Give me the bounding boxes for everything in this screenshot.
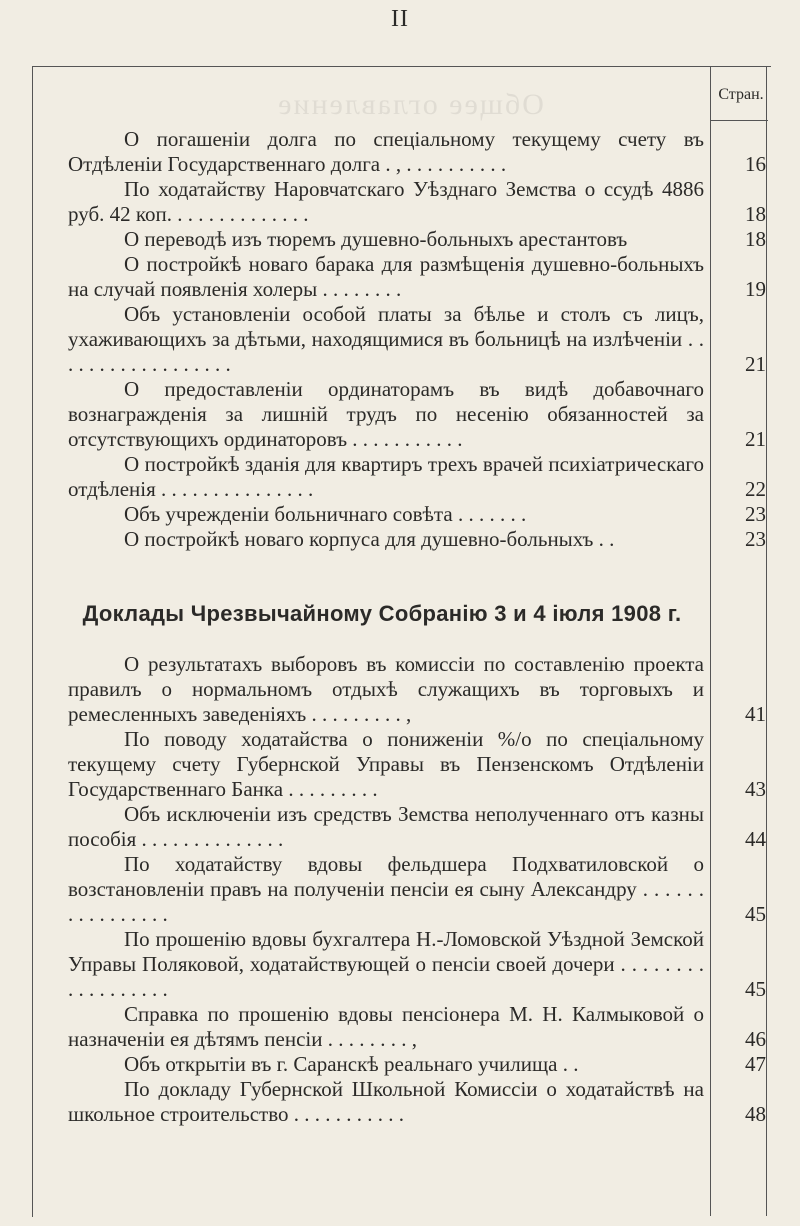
toc-entry-text: Справка по прошенію вдовы пенсіонера М. Н. Калмыковой о назначеніи ея дѣтямъ пенсіи . . . . . . . . , [68,1002,704,1051]
page-column-divider [710,66,711,1216]
toc-entry-text: По поводу ходатайства о пониженіи %/о по спеціальному текущему счету Губернской Управы въ Пензенскомъ Отдѣленіи Государственнаго Банка . . . . . . . . . [68,727,704,801]
page-column-header: Стран. [718,86,764,103]
page-column-right-edge [766,66,767,1216]
toc-entry-text: О предоставленіи ординаторамъ въ видѣ добавочнаго вознагражденія за лишній трудъ по несенію обязанностей за отсутствующихъ ординаторовъ . . . . . . . . . . . [68,377,704,451]
toc-entry-text: Объ учрежденіи больничнаго совѣта . . . . . . . [124,502,527,526]
toc-entry-page: 48 [745,1102,766,1126]
toc-entry-page: 45 [745,902,766,926]
toc-entry-text: По прошенію вдовы бухгалтера Н.-Ломовской Уѣздной Земской Управы Поляковой, ходатайствующей о пенсіи своей дочери . . . . . . . . . . . . . . . . . . [68,927,704,1001]
toc-entry-page: 22 [745,477,766,501]
toc-entry-page: 23 [745,527,766,551]
toc-entry-page: 21 [745,352,766,376]
toc-entry-page: 46 [745,1027,766,1051]
toc-entry-text: По ходатайству вдовы фельдшера Подхватиловской о возстановленіи правъ на полученіи пенсіи ея сыну Александру . . . . . . . . . . . . . . . . [68,852,704,926]
toc-entry-page: 18 [745,227,766,251]
toc-entry-text: Объ исключеніи изъ средствъ Земства неполученнаго отъ казны пособія . . . . . . . . . . . . . . [68,802,704,851]
header-rule [710,120,768,121]
toc-entry-text: О постройкѣ новаго барака для размѣщенія душевно-больныхъ на случай появленія холеры . . . . . . . . [68,252,704,301]
toc-entry-page: 16 [745,152,766,176]
bleed-through-text: Общее оглавление [276,88,544,121]
toc-entry-page: 44 [745,827,766,851]
toc-entry-page: 45 [745,977,766,1001]
toc-entry-text: О постройкѣ новаго корпуса для душевно-больныхъ . . [124,527,615,551]
toc-entry-page: 19 [745,277,766,301]
toc-entry-page: 47 [745,1052,766,1076]
page-number: II [391,6,409,32]
toc-entry-text: По докладу Губернской Школьной Комиссіи о ходатайствѣ на школьное строительство . . . . . . . . . . . [68,1077,704,1126]
toc-entry-page: 18 [745,202,766,226]
toc-entry-text: О переводѣ изъ тюремъ душевно-больныхъ арестантовъ [124,227,628,251]
toc-entry-text: О результатахъ выборовъ въ комиссіи по составленію проекта правилъ о нормальномъ отдыхѣ служащихъ въ торговыхъ и ремесленныхъ заведеніяхъ . . . . . . . . . , [68,652,704,726]
toc-entry-text: Объ открытіи въ г. Саранскѣ реальнаго училища . . [124,1052,579,1076]
toc-entry-text: О постройкѣ зданія для квартиръ трехъ врачей психіатрическаго отдѣленія . . . . . . . . . . . . . . . [68,452,704,501]
toc-entry-page: 21 [745,427,766,451]
toc-entry-text: О погашеніи долга по спеціальному текущему счету въ Отдѣленіи Государственнаго долга . , . . . . . . . . . . [68,127,704,176]
toc-entry-page: 43 [745,777,766,801]
toc-entry-text: По ходатайству Наровчатскаго Уѣзднаго Земства о ссудѣ 4886 руб. 42 коп. . . . . . . . . . . . . . [68,177,704,226]
toc-entry-text: Объ установленіи особой платы за бѣлье и столъ съ лицъ, ухаживающихъ за дѣтьми, находящимися въ больницѣ на излѣченіи . . . . . . . . . . . . . . . . . . [68,302,704,376]
section-heading: Доклады Чрезвычайному Собранію 3 и 4 іюля 1908 г. [82,601,682,626]
toc-entry-page: 23 [745,502,766,526]
toc-entry-page: 41 [745,702,766,726]
